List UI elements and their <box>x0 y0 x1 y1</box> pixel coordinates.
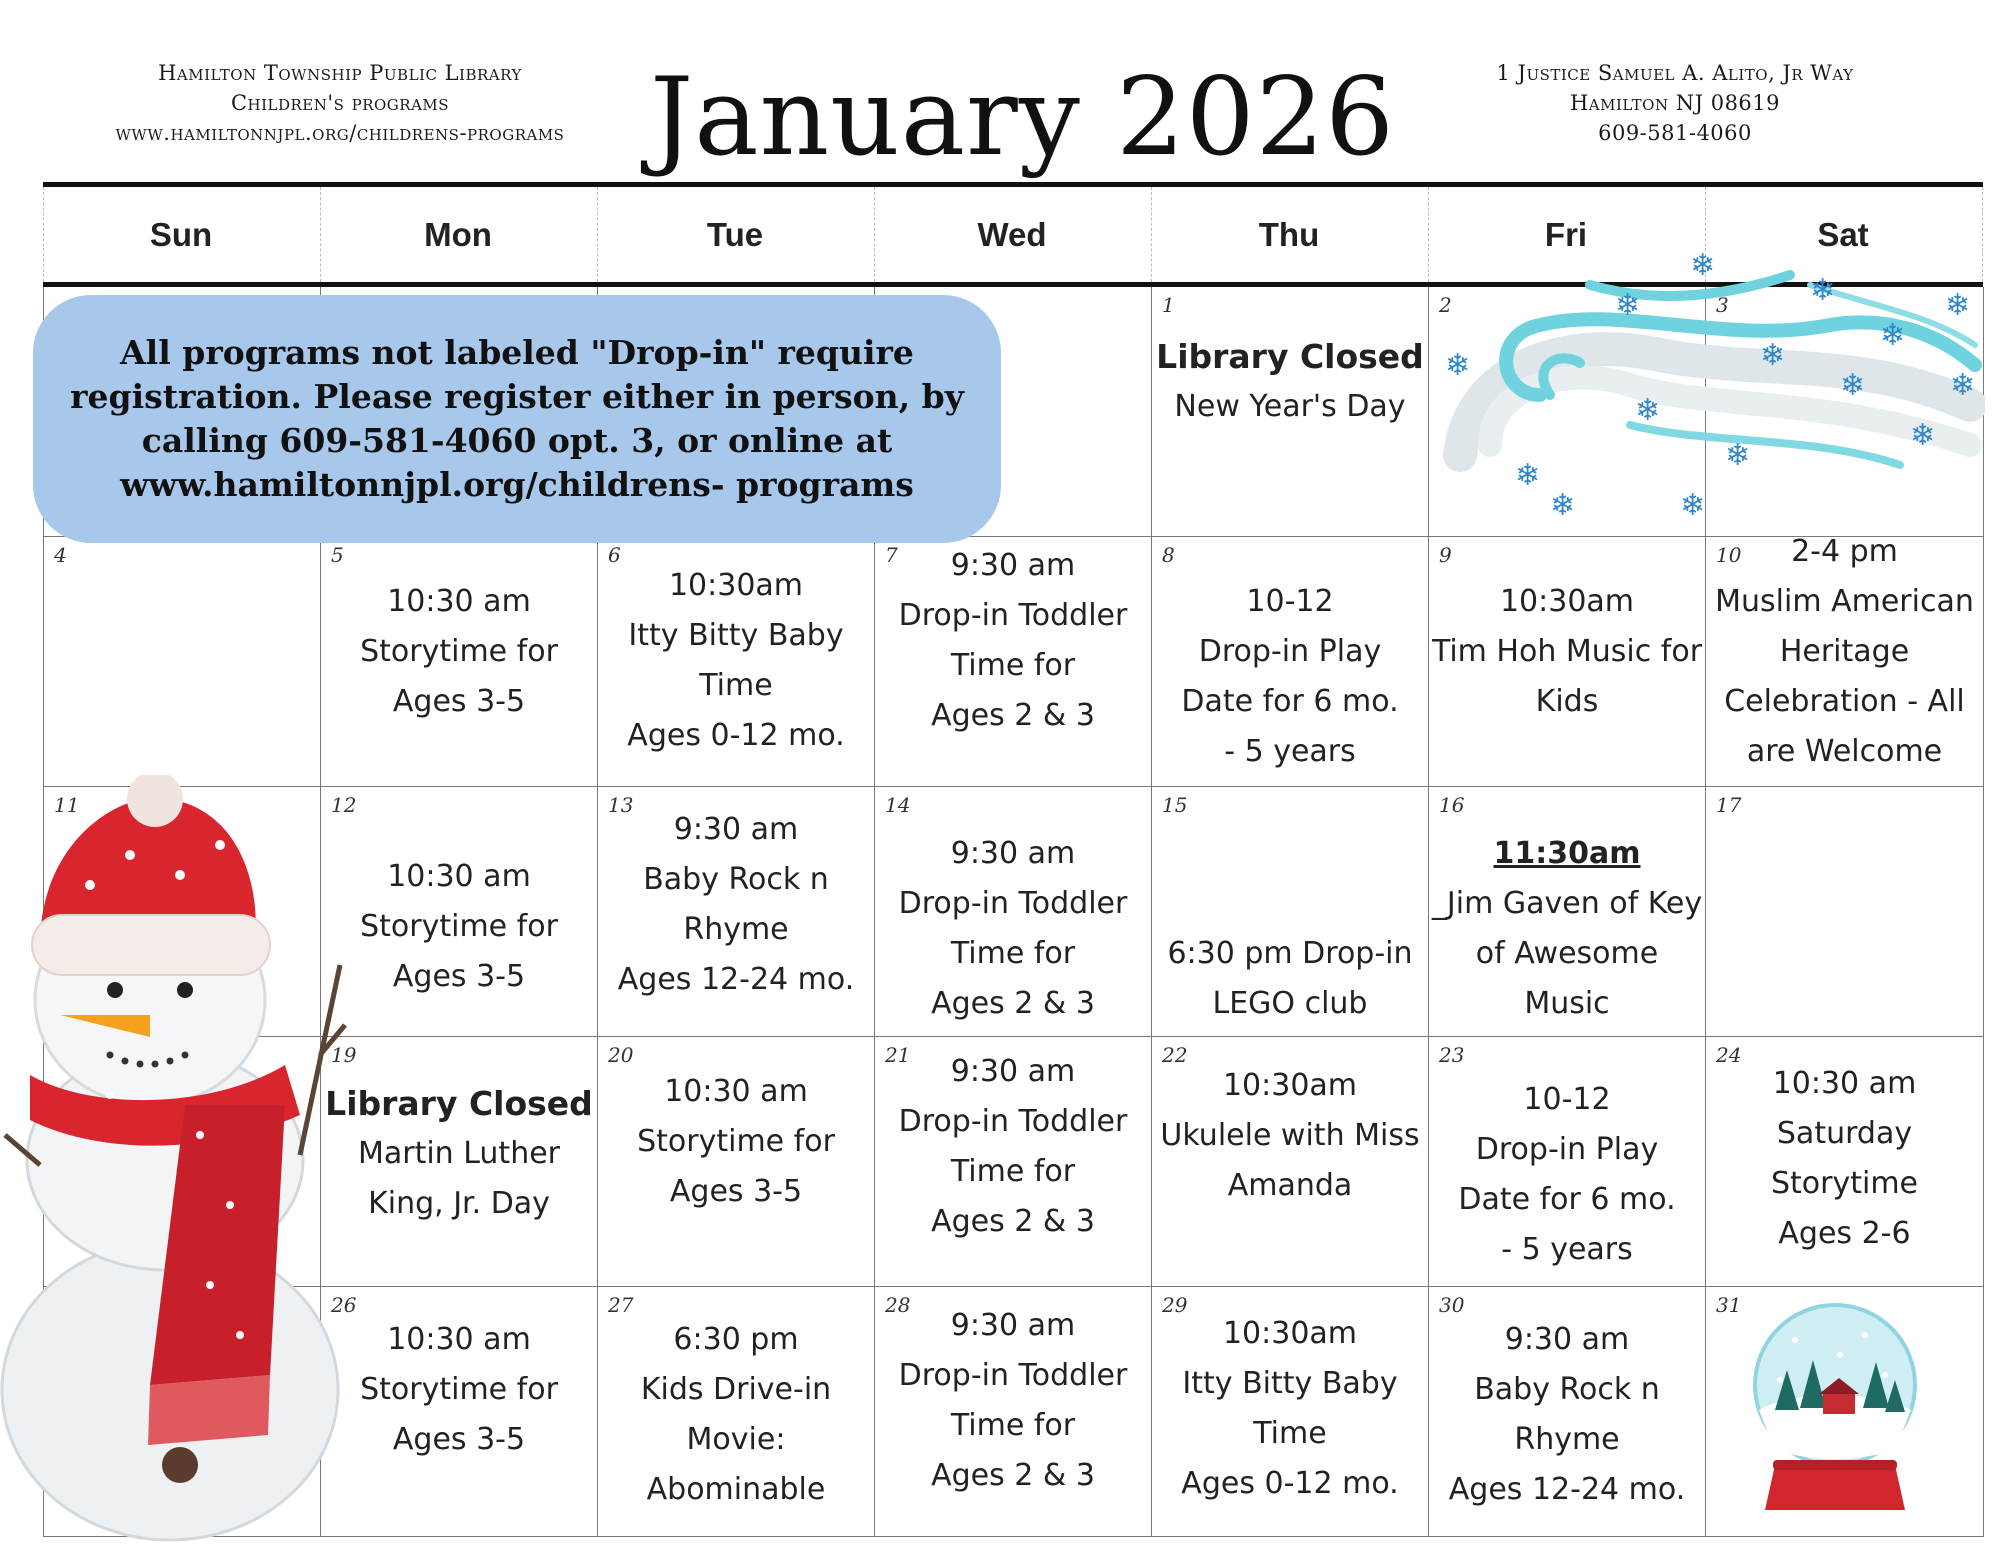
event-line: Ages 3-5 <box>392 684 526 719</box>
day-number: 11 <box>54 793 80 817</box>
svg-text:❄: ❄ <box>1880 318 1906 353</box>
event-line: New Year's Day <box>1174 389 1406 424</box>
day-number: 16 <box>1439 793 1465 817</box>
svg-text:❄: ❄ <box>1445 348 1471 383</box>
event-line: Ages 3-5 <box>392 959 526 994</box>
event-line: Time for <box>950 648 1076 683</box>
event-line: Drop-in Toddler <box>898 1358 1128 1393</box>
day-cell-17 <box>1706 787 1984 1037</box>
event-line: Saturday <box>1776 1116 1913 1151</box>
event-time: 10:30am <box>1499 584 1635 619</box>
day-number: 21 <box>885 1043 911 1067</box>
event-time: 9:30 am <box>950 1054 1076 1089</box>
day-number: 1 <box>1162 293 1175 317</box>
event-line: Ages 3-5 <box>392 1422 526 1457</box>
weekday-thu: Thu <box>1258 215 1320 253</box>
day-cell-13 <box>598 787 875 1037</box>
weekday-sat: Sat <box>1817 215 1869 253</box>
event-time: 10:30 am <box>387 584 531 619</box>
event-line: Drop-in Play <box>1475 1132 1659 1167</box>
day-number: 15 <box>1162 793 1188 817</box>
day-cell-28 <box>875 1287 1152 1537</box>
event-time: 9:30 am <box>1504 1322 1630 1357</box>
event-line: Time <box>699 668 773 703</box>
day-number: 6 <box>608 543 621 567</box>
event-line: Storytime for <box>360 634 558 669</box>
day-cell-20 <box>598 1037 875 1287</box>
event-line: Ages 2 & 3 <box>931 1204 1095 1239</box>
event-line: Itty Bitty Baby <box>628 618 844 653</box>
event-time: 9:30 am <box>950 548 1076 583</box>
event-line: Tim Hoh Music for <box>1431 634 1703 669</box>
day-cell-29 <box>1152 1287 1429 1537</box>
event-line: Abominable <box>646 1472 826 1507</box>
event-time: 9:30 am <box>673 812 799 847</box>
event-line: Music <box>1524 986 1610 1021</box>
day-cell-19 <box>321 1037 598 1287</box>
event-line: Ages 12-24 mo. <box>617 962 855 997</box>
event-line: Time for <box>950 1154 1076 1189</box>
event-line: Ages 0-12 mo. <box>627 718 845 753</box>
day-cell-9 <box>1429 537 1706 787</box>
wind-snowflakes-illustration <box>1430 245 1985 535</box>
address-city: Hamilton NJ 08619 <box>1569 91 1781 115</box>
event-time: 10:30 am <box>664 1074 808 1109</box>
event-line: Movie: <box>686 1422 786 1457</box>
day-cell-1 <box>1152 287 1429 537</box>
day-cell-14 <box>875 787 1152 1037</box>
svg-text:❄: ❄ <box>1550 488 1576 523</box>
library-info <box>60 58 620 148</box>
svg-text:❄: ❄ <box>1950 368 1976 403</box>
event-time: 10:30 am <box>387 859 531 894</box>
event-line: Ages 0-12 mo. <box>1181 1466 1399 1501</box>
event-line: Ages 2 & 3 <box>931 986 1095 1021</box>
event-line: Time <box>1253 1416 1327 1451</box>
event-line: Drop-in Toddler <box>898 886 1128 921</box>
day-number: 22 <box>1162 1043 1188 1067</box>
day-number: 10 <box>1716 543 1742 567</box>
library-address <box>1440 58 1910 148</box>
svg-text:❄: ❄ <box>1680 488 1706 523</box>
day-number: 19 <box>331 1043 357 1067</box>
event-line: Drop-in Toddler <box>898 1104 1128 1139</box>
library-name: Hamilton Township Public Library <box>158 61 522 85</box>
day-number: 9 <box>1439 543 1452 567</box>
day-cell-12 <box>321 787 598 1037</box>
banner-line: www.hamiltonnjpl.org/childrens- programs <box>120 465 914 504</box>
event-time: 10:30am <box>1222 1316 1358 1351</box>
svg-text:❄: ❄ <box>1725 438 1751 473</box>
event-line: Muslim American <box>1715 584 1974 619</box>
event-time: 2-4 pm <box>1791 534 1898 569</box>
event-time: 10-12 <box>1246 584 1334 619</box>
event-line: Storytime for <box>637 1124 835 1159</box>
event-line: Baby Rock n <box>643 862 829 897</box>
library-website: www.hamiltonnjpl.org/childrens-programs <box>115 121 565 145</box>
day-cell-30 <box>1429 1287 1706 1537</box>
event-line: Date for 6 mo. <box>1458 1182 1676 1217</box>
day-number: 5 <box>331 543 344 567</box>
event-time: 10:30 am <box>387 1322 531 1357</box>
event-line: King, Jr. Day <box>368 1186 550 1221</box>
page-title: January 2026 <box>650 55 1396 180</box>
event-line: - 5 years <box>1501 1232 1633 1267</box>
event-line: _Jim Gaven of Key <box>1431 886 1703 921</box>
event-line: Storytime for <box>360 909 558 944</box>
day-cell-24 <box>1706 1037 1984 1287</box>
snowman-illustration <box>0 775 360 1545</box>
event-line: of Awesome <box>1475 936 1659 971</box>
event-line: Ages 12-24 mo. <box>1448 1472 1686 1507</box>
event-line: Ages 2-6 <box>1778 1216 1911 1251</box>
day-cell-7 <box>875 537 1152 787</box>
event-line: - 5 years <box>1224 734 1356 769</box>
address-street: 1 Justice Samuel A. Alito, Jr Way <box>1496 61 1854 85</box>
event-time: 9:30 am <box>950 836 1076 871</box>
event-line: Martin Luther <box>357 1136 561 1171</box>
day-cell-8 <box>1152 537 1429 787</box>
event-time: 6:30 pm <box>673 1322 799 1357</box>
event-line: Date for 6 mo. <box>1181 684 1399 719</box>
day-number: 4 <box>54 543 67 567</box>
event-line: Time for <box>950 1408 1076 1443</box>
banner-line: registration. Please register either in person, by <box>70 377 964 416</box>
day-cell-6 <box>598 537 875 787</box>
day-number: 3 <box>1716 293 1729 317</box>
event-line: Ages 2 & 3 <box>931 698 1095 733</box>
snow-globe-illustration <box>1745 1300 1925 1525</box>
svg-text:❄: ❄ <box>1910 418 1936 453</box>
event-time: 10-12 <box>1523 1082 1611 1117</box>
day-number: 29 <box>1162 1293 1188 1317</box>
svg-text:❄: ❄ <box>1810 273 1836 308</box>
weekday-tue: Tue <box>706 215 764 253</box>
event-line: Ukulele with Miss <box>1160 1118 1420 1153</box>
event-line: are Welcome <box>1746 734 1943 769</box>
event-line: Amanda <box>1227 1168 1353 1203</box>
event-line: Ages 3-5 <box>669 1174 803 1209</box>
day-number: 13 <box>608 793 634 817</box>
day-cell-16 <box>1429 787 1706 1037</box>
event-line: Itty Bitty Baby <box>1182 1366 1398 1401</box>
event-time: 11:30am <box>1493 836 1641 871</box>
day-number: 20 <box>608 1043 634 1067</box>
event-line: Storytime for <box>360 1372 558 1407</box>
svg-text:❄: ❄ <box>1760 338 1786 373</box>
day-number: 2 <box>1439 293 1452 317</box>
day-number: 17 <box>1716 793 1742 817</box>
event-time: 10:30 am <box>1772 1066 1917 1101</box>
event-line: Kids Drive-in <box>640 1372 832 1407</box>
day-number: 24 <box>1716 1043 1742 1067</box>
weekday-mon: Mon <box>424 215 492 253</box>
event-line: Celebration - All <box>1724 684 1965 719</box>
event-time: 10:30am <box>1222 1068 1358 1103</box>
banner-line: calling 609-581-4060 opt. 3, or online at <box>141 421 893 460</box>
event-line: Rhyme <box>683 912 789 947</box>
svg-text:❄: ❄ <box>1635 393 1661 428</box>
svg-text:❄: ❄ <box>1840 368 1866 403</box>
event-time: 9:30 am <box>950 1308 1076 1343</box>
event-time: 10:30am <box>668 568 804 603</box>
day-cell-23 <box>1429 1037 1706 1287</box>
day-cell-22 <box>1152 1037 1429 1287</box>
day-number: 31 <box>1716 1293 1742 1317</box>
day-number: 14 <box>885 793 911 817</box>
day-cell-15 <box>1152 787 1429 1037</box>
day-number: 12 <box>331 793 357 817</box>
library-department: Children's programs <box>230 91 450 115</box>
event-line: Ages 2 & 3 <box>931 1458 1095 1493</box>
svg-text:❄: ❄ <box>1945 288 1971 323</box>
weekday-fri: Fri <box>1544 215 1588 253</box>
day-number: 8 <box>1162 543 1175 567</box>
event-line: 6:30 pm Drop-in <box>1167 936 1413 971</box>
day-number: 27 <box>608 1293 634 1317</box>
day-cell-10 <box>1706 534 1984 787</box>
event-line: Drop-in Toddler <box>898 598 1128 633</box>
day-cell-21 <box>875 1037 1152 1287</box>
event-line: Rhyme <box>1514 1422 1620 1457</box>
event-line: Heritage <box>1779 634 1910 669</box>
event-line: Baby Rock n <box>1474 1372 1660 1407</box>
event-line: Kids <box>1535 684 1599 719</box>
day-number: 30 <box>1439 1293 1465 1317</box>
banner-line: All programs not labeled "Drop-in" require <box>120 333 914 372</box>
weekday-wed: Wed <box>977 215 1047 253</box>
address-phone: 609-581-4060 <box>1598 121 1752 145</box>
event-line: Storytime <box>1770 1166 1919 1201</box>
svg-text:❄: ❄ <box>1515 458 1541 493</box>
day-cell-4 <box>44 537 321 787</box>
registration-banner <box>33 295 1001 543</box>
event-line: Drop-in Play <box>1198 634 1382 669</box>
event-line: LEGO club <box>1212 986 1368 1021</box>
day-cell-5 <box>321 537 598 787</box>
day-number: 28 <box>885 1293 911 1317</box>
day-cell-26 <box>321 1287 598 1537</box>
day-number: 23 <box>1439 1043 1465 1067</box>
day-cell-27 <box>598 1287 875 1537</box>
svg-text:❄: ❄ <box>1690 248 1716 283</box>
closed-label: Library Closed <box>1156 337 1424 376</box>
day-number: 26 <box>331 1293 357 1317</box>
closed-label: Library Closed <box>325 1084 593 1123</box>
weekday-sun: Sun <box>149 215 213 253</box>
svg-text:❄: ❄ <box>1615 288 1641 323</box>
event-line: Time for <box>950 936 1076 971</box>
day-number: 7 <box>885 543 898 567</box>
